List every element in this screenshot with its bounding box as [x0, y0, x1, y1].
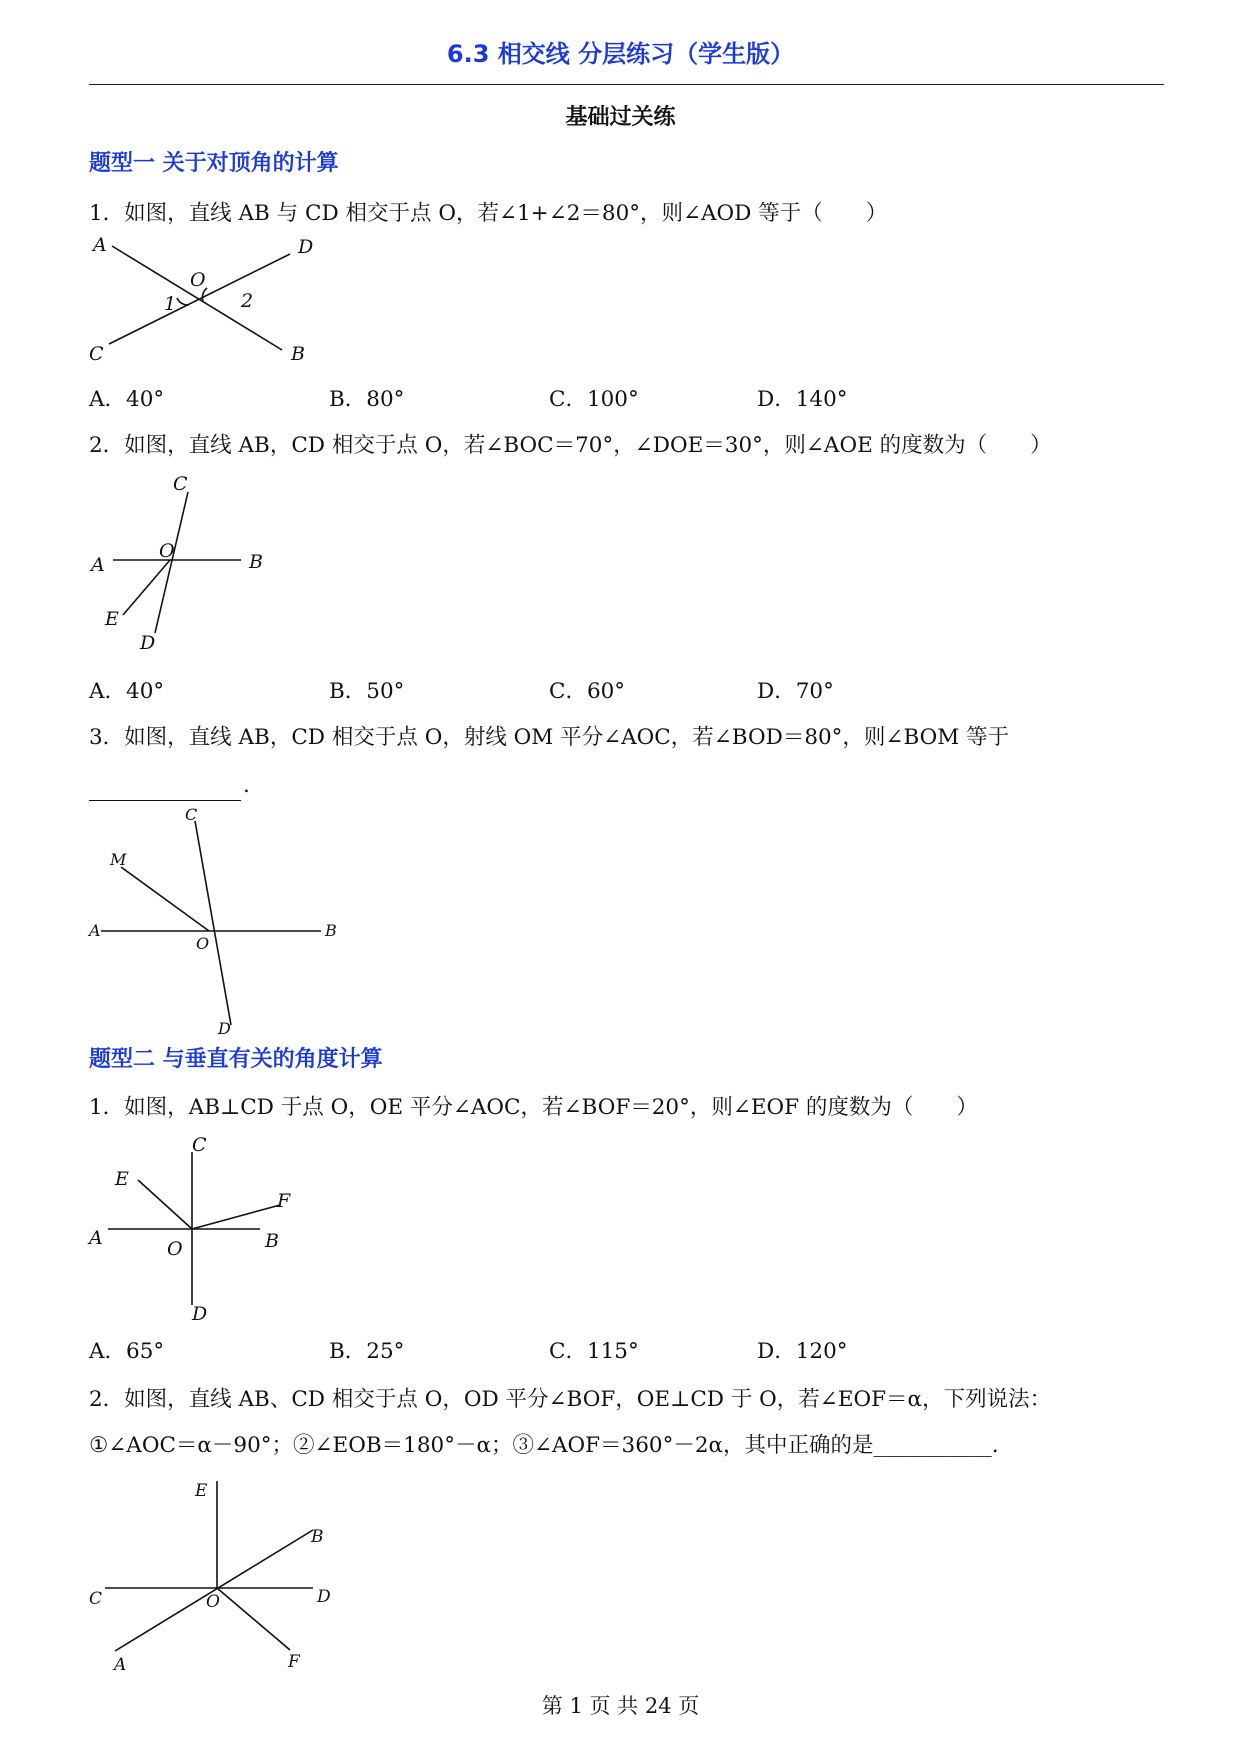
label-f: F [288, 1652, 300, 1672]
label-c: C [89, 343, 104, 365]
type1-q1-stem: 1．如图，直线 AB 与 CD 相交于点 O，若∠1+∠2＝80°，则∠AOD 等于（ ） [89, 201, 888, 226]
ray-om [121, 867, 209, 931]
type1-q1-option-d[interactable]: D．140° [757, 387, 848, 412]
type1-q2-option-a[interactable]: A．40° [89, 679, 165, 704]
type1-q3-tail: . [243, 773, 250, 798]
ray-of [217, 1588, 290, 1650]
label-b: B [249, 551, 263, 573]
angle-1-arc [177, 298, 189, 305]
label-o: O [190, 269, 206, 291]
page-header: 6.3 相交线 分层练习（学生版） [446, 40, 795, 68]
type2-q2-figure [85, 1470, 355, 1675]
label-m: M [110, 850, 127, 869]
line-ab [115, 1530, 313, 1651]
label-a: A [114, 1655, 127, 1675]
line-cd [195, 821, 231, 1025]
type2-q1-option-a[interactable]: A．65° [89, 1339, 165, 1364]
line-ab [112, 246, 282, 350]
type1-q2-option-c[interactable]: C．60° [549, 679, 626, 704]
label-b: B [265, 1230, 279, 1252]
label-d: D [298, 236, 314, 258]
type1-title: 题型一 关于对顶角的计算 [89, 151, 339, 176]
label-o: O [167, 1238, 183, 1260]
type1-q1-option-b[interactable]: B．80° [329, 387, 405, 412]
label-o: O [196, 934, 210, 953]
label-b: B [291, 343, 305, 365]
type1-q1-option-c[interactable]: C．100° [549, 387, 639, 412]
label-b: B [325, 921, 337, 940]
label-e: E [195, 1481, 208, 1501]
label-a: A [89, 921, 101, 940]
section-title: 基础过关练 [565, 105, 676, 130]
ray-of [192, 1205, 280, 1229]
label-c: C [192, 1134, 207, 1156]
header-rule [89, 84, 1164, 85]
label-d: D [192, 1303, 208, 1325]
type2-q1-figure [85, 1130, 305, 1330]
label-a: A [89, 1227, 103, 1249]
type1-q2-figure [85, 470, 275, 655]
type2-q2-stem-line2: ①∠AOC＝α－90°；②∠EOB＝180°－α；③∠AOF＝360°－2α，其中正确的是___________. [89, 1433, 999, 1458]
page-footer: 第 1 页 共 24 页 [541, 1694, 700, 1718]
type2-q1-stem: 1．如图，AB⊥CD 于点 O，OE 平分∠AOC，若∠BOF＝20°，则∠EOF 的度数为（ ） [89, 1095, 978, 1120]
label-c: C [185, 805, 198, 824]
label-d: D [218, 1019, 231, 1038]
label-e: E [105, 608, 119, 630]
label-c: C [173, 473, 188, 495]
type1-q1-figure [85, 230, 315, 370]
type1-q2-stem: 2．如图，直线 AB，CD 相交于点 O，若∠BOC＝70°，∠DOE＝30°，则∠AOE 的度数为（ ） [89, 433, 1052, 458]
type1-q2-option-b[interactable]: B．50° [329, 679, 405, 704]
type1-q1-option-a[interactable]: A．40° [89, 387, 165, 412]
label-a: A [93, 234, 107, 256]
type1-q3-stem: 3．如图，直线 AB，CD 相交于点 O，射线 OM 平分∠AOC，若∠BOD＝80°，则∠BOM 等于 [89, 725, 1010, 750]
type2-q1-option-c[interactable]: C．115° [549, 1339, 639, 1364]
type2-q1-option-b[interactable]: B．25° [329, 1339, 405, 1364]
label-1: 1 [164, 293, 177, 315]
label-o: O [206, 1592, 220, 1612]
line-cd [109, 254, 290, 344]
label-c: C [89, 1589, 103, 1609]
label-e: E [115, 1168, 129, 1190]
label-b: B [311, 1527, 324, 1547]
type2-q1-option-d[interactable]: D．120° [757, 1339, 848, 1364]
label-o: O [159, 540, 175, 562]
type2-q2-stem-line1: 2．如图，直线 AB、CD 相交于点 O，OD 平分∠BOF，OE⊥CD 于 O，若∠EOF＝α，下列说法： [89, 1387, 1052, 1412]
label-a: A [91, 554, 105, 576]
ray-oe [138, 1180, 192, 1229]
type1-q2-option-d[interactable]: D．70° [757, 679, 834, 704]
label-f: F [277, 1190, 291, 1212]
label-d: D [317, 1587, 331, 1607]
ray-oe [123, 560, 170, 615]
type2-title: 题型二 与垂直有关的角度计算 [89, 1047, 383, 1072]
label-d: D [140, 632, 156, 654]
type1-q3-answer-blank[interactable] [89, 778, 241, 801]
line-cd [155, 492, 188, 633]
type1-q3-figure [85, 800, 355, 1040]
label-2: 2 [241, 290, 254, 312]
